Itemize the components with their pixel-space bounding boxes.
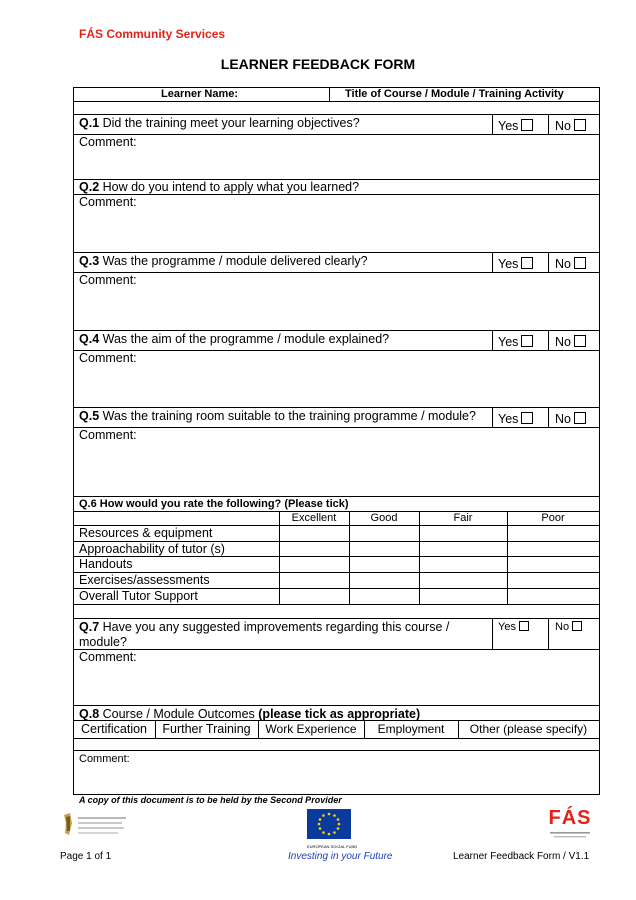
q7-comment-label: Comment: [79,650,137,664]
rating-excellent: Excellent [291,512,337,524]
checkbox[interactable] [519,621,529,631]
fas-logo: FÁS [546,806,594,844]
feedback-form [73,87,599,794]
q3-comment-label: Comment: [79,273,137,287]
q8-comment-label: Comment: [79,753,130,765]
q1-text: Q.1 Did the training meet your learning objectives? [79,116,360,130]
organisation-name: FÁS Community Services [79,27,226,41]
course-title-label: Title of Course / Module / Training Activity [345,88,564,100]
outcome-employment[interactable]: Employment [377,722,445,736]
q4-no-option[interactable]: No [555,335,586,349]
q7-text-line1: Q.7 Have you any suggested improvements regarding this course / [79,620,450,634]
checkbox[interactable] [521,257,533,269]
rating-item: Approachability of tutor (s) [79,542,225,556]
q5-comment-label: Comment: [79,428,137,442]
form-title: LEARNER FEEDBACK FORM [220,56,416,72]
tagline: Investing in your Future [288,851,393,862]
q8-text: Q.8 Course / Module Outcomes (please tick as appropriate) [79,707,421,721]
q5-no-option[interactable]: No [555,412,586,426]
q1-comment-label: Comment: [79,135,137,149]
learner-name-label: Learner Name: [161,88,239,100]
rating-item: Resources & equipment [79,526,213,540]
european-social-fund-logo [307,809,358,849]
q2-text: Q.2 How do you intend to apply what you learned? [79,180,360,194]
q5-yes-option[interactable]: Yes [498,412,533,426]
q7-no-option[interactable]: No [555,621,582,633]
q4-comment-label: Comment: [79,351,137,365]
q1-yes-option[interactable]: Yes [498,119,533,133]
checkbox[interactable] [574,119,586,131]
document-reference: Learner Feedback Form / V1.1 [453,851,590,862]
eu-caption: EUROPEAN SOCIAL FUND [307,844,358,849]
checkbox[interactable] [574,257,586,269]
q3-yes-option[interactable]: Yes [498,257,533,271]
q2-comment-label: Comment: [79,195,137,209]
checkbox[interactable] [574,335,586,347]
rating-poor: Poor [541,512,565,524]
page-number: Page 1 of 1 [60,851,112,862]
checkbox[interactable] [572,621,582,631]
q4-yes-option[interactable]: Yes [498,335,533,349]
checkbox[interactable] [521,412,533,424]
q7-yes-option[interactable]: Yes [498,621,529,633]
rating-item: Overall Tutor Support [79,589,198,603]
outcome-other[interactable]: Other (please specify) [469,722,588,736]
outcome-work-experience[interactable]: Work Experience [265,722,357,736]
rating-good: Good [370,512,398,524]
q6-heading: Q.6 How would you rate the following? (Please tick) [79,498,349,510]
q3-no-option[interactable]: No [555,257,586,271]
checkbox[interactable] [574,412,586,424]
outcome-certification[interactable]: Certification [81,722,147,736]
checkbox[interactable] [521,119,533,131]
checkbox[interactable] [521,335,533,347]
irish-government-logo [60,809,132,845]
rating-item: Exercises/assessments [79,573,210,587]
q4-text: Q.4 Was the aim of the programme / module explained? [79,332,390,346]
rating-item: Handouts [79,557,133,571]
q3-text: Q.3 Was the programme / module delivered clearly? [79,254,368,268]
outcome-further-training[interactable]: Further Training [162,722,251,736]
q7-text-line2: module? [79,635,127,649]
q5-text: Q.5 Was the training room suitable to the training programme / module? [79,409,476,423]
rating-fair: Fair [453,512,473,524]
retention-note: A copy of this document is to be held by the Second Provider [79,795,342,805]
q1-no-option[interactable]: No [555,119,586,133]
